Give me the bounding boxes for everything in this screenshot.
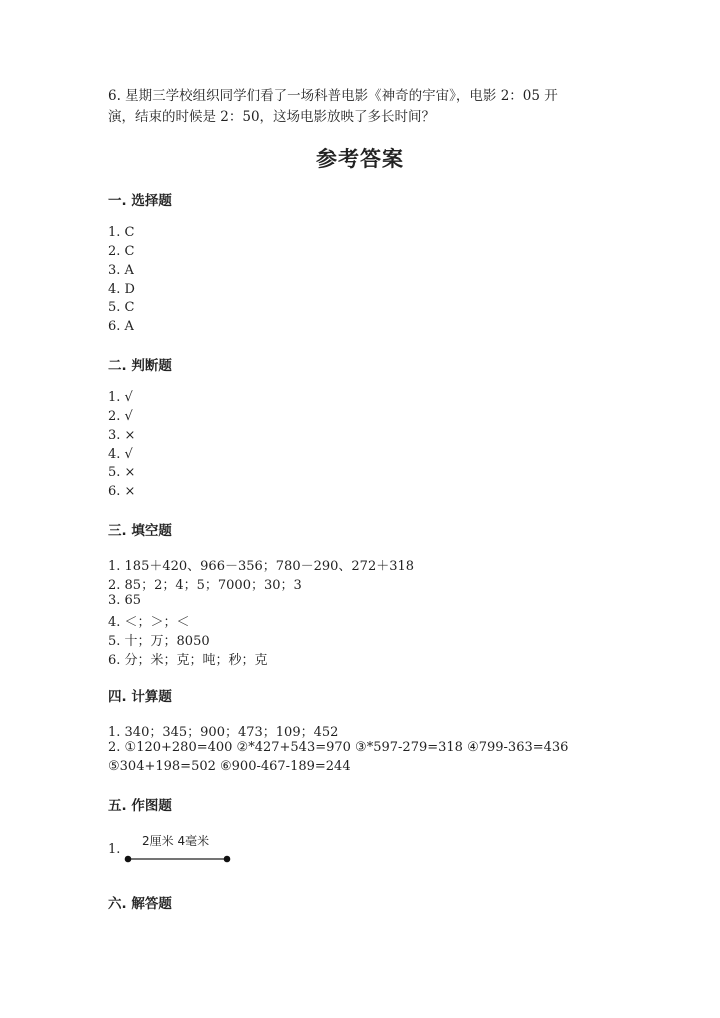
question-line-2: 演，结束的时候是 2：50，这场电影放映了多长时间？	[108, 109, 436, 125]
answer-line: 4. √	[108, 447, 133, 462]
segment-length-label: 2厘米 4毫米	[142, 834, 210, 848]
answer-line: 2. √	[108, 409, 133, 424]
segment-endpoint	[224, 856, 231, 863]
answer-line: 1. C	[108, 225, 135, 240]
section-heading-fill: 三. 填空题	[108, 523, 172, 539]
answer-line: 2. ①120+280=400 ②*427+543=970 ③*597-279=318 ④799-363=436	[108, 740, 569, 755]
answer-line: 3. 65	[108, 593, 142, 608]
answer-line: 6. ×	[108, 484, 136, 499]
answer-title: 参考答案	[316, 147, 404, 171]
answer-line: 5. 十；万；8050	[108, 634, 210, 649]
answer-line: ⑤304+198=502 ⑥900-467-189=244	[108, 759, 351, 774]
section-heading-calc: 四. 计算题	[108, 689, 172, 705]
answer-line: 4. ＜；＞；＜	[108, 615, 190, 630]
answer-line: 6. 分；米；克；吨；秒；克	[108, 653, 268, 668]
drawing-answer	[108, 830, 308, 870]
answer-line: 6. A	[108, 319, 134, 334]
question-6	[108, 86, 608, 128]
question-line-1: 6. 星期三学校组织同学们看了一场科普电影《神奇的宇宙》，电影 2：05 开	[108, 88, 558, 104]
segment-endpoint	[125, 856, 132, 863]
answer-line: 1. 185＋420、966－356；780－290、272＋318	[108, 559, 415, 574]
drawing-item-number: 1.	[108, 842, 121, 857]
answer-line: 1. 340；345；900；473；109；452	[108, 725, 339, 740]
answer-line: 3. ×	[108, 428, 136, 443]
section-heading-judge: 二. 判断题	[108, 358, 172, 374]
section-heading-drawing: 五. 作图题	[108, 798, 172, 814]
answer-line: 5. C	[108, 300, 135, 315]
section-heading-choice: 一. 选择题	[108, 193, 172, 209]
answer-line: 1. √	[108, 390, 133, 405]
answer-line: 2. 85；2；4；5；7000；30；3	[108, 578, 302, 593]
answer-line: 3. A	[108, 263, 134, 278]
answer-line: 2. C	[108, 244, 135, 259]
answer-line: 4. D	[108, 282, 135, 297]
section-heading-solve: 六. 解答题	[108, 896, 172, 912]
answer-line: 5. ×	[108, 465, 136, 480]
